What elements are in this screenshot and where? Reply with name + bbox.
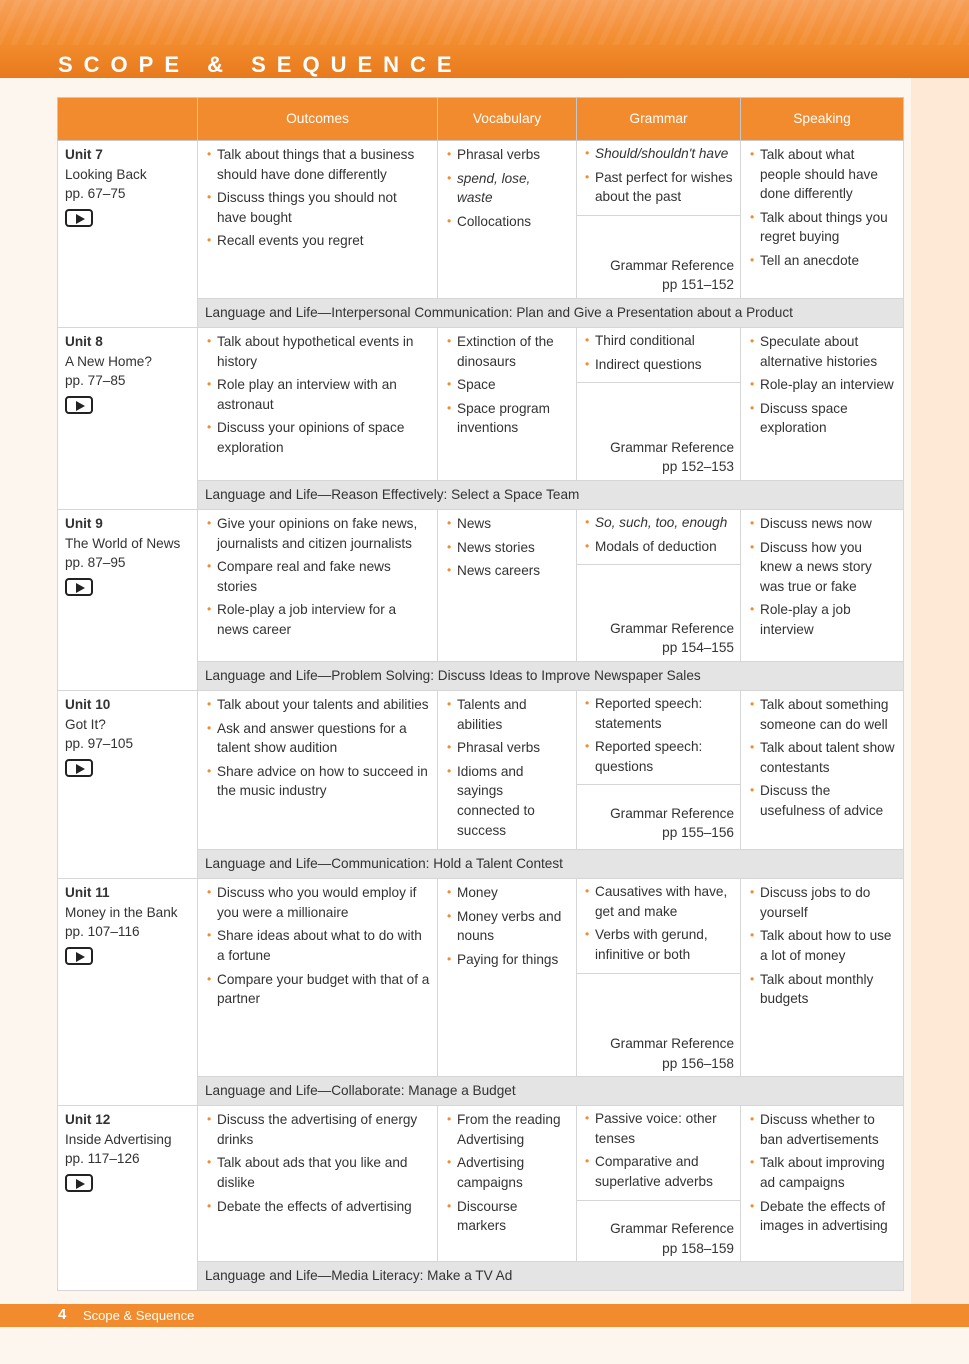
grammar-cell bbox=[577, 141, 741, 299]
unit-cell-spacer bbox=[58, 299, 198, 328]
speaking-item: • Speculate about alternative histories bbox=[750, 332, 896, 371]
outcome-item: • Discuss the advertising of energy drinks bbox=[207, 1110, 430, 1149]
grammar-points bbox=[577, 1106, 740, 1200]
vocabulary-cell bbox=[438, 691, 577, 850]
unit-row bbox=[58, 879, 904, 1077]
unit-cell bbox=[58, 328, 198, 481]
speaking-item: • Talk about improving ad campaigns bbox=[750, 1153, 896, 1192]
unit-number: Unit 8 bbox=[65, 334, 103, 349]
grammar-reference bbox=[577, 1201, 740, 1262]
unit-pages: pp. 87–95 bbox=[65, 555, 126, 571]
speaking-list bbox=[742, 880, 902, 1017]
speaking-item: • Role-play a job interview bbox=[750, 600, 896, 639]
header-banner bbox=[0, 0, 969, 78]
grammar-reference bbox=[577, 785, 740, 846]
play-video-icon[interactable] bbox=[65, 1174, 93, 1192]
language-and-life-row bbox=[58, 1262, 904, 1291]
grammar-list bbox=[577, 691, 740, 784]
vocabulary-item: • Paying for things bbox=[447, 950, 569, 970]
speaking-item: • Role-play an interview bbox=[750, 375, 896, 395]
unit-title: Money in the Bank bbox=[65, 904, 178, 920]
scope-body bbox=[58, 141, 904, 1291]
unit-title: Got It? bbox=[65, 716, 106, 732]
unit-cell bbox=[58, 1106, 198, 1262]
outcome-item: • Ask and answer questions for a talent show audition bbox=[207, 719, 430, 758]
vocabulary-item: • Discourse markers bbox=[447, 1197, 569, 1236]
grammar-points bbox=[577, 141, 740, 216]
unit-cell bbox=[58, 879, 198, 1077]
vocabulary-item: • News careers bbox=[447, 561, 569, 581]
banner-texture bbox=[0, 0, 969, 45]
outcomes-cell bbox=[198, 510, 438, 662]
speaking-item: • Debate the effects of images in advertising bbox=[750, 1197, 896, 1236]
vocabulary-item: • spend, lose, waste bbox=[447, 169, 569, 208]
grammar-reference-pages: pp 155–156 bbox=[662, 825, 734, 841]
outcome-list bbox=[199, 142, 436, 259]
grammar-cell bbox=[577, 510, 741, 662]
unit-pages: pp. 77–85 bbox=[65, 373, 126, 389]
vocabulary-list bbox=[439, 1107, 575, 1244]
unit-row bbox=[58, 510, 904, 662]
play-video-icon[interactable] bbox=[65, 759, 93, 777]
play-video-icon[interactable] bbox=[65, 947, 93, 965]
unit-column-header bbox=[58, 98, 198, 141]
speaking-item: • Talk about talent show contestants bbox=[750, 738, 896, 777]
grammar-list bbox=[577, 1106, 740, 1199]
vocabulary-cell bbox=[438, 879, 577, 1077]
vocabulary-cell bbox=[438, 141, 577, 299]
footer bbox=[0, 1304, 969, 1327]
speaking-cell bbox=[741, 879, 904, 1077]
grammar-item: • Indirect questions bbox=[585, 355, 734, 375]
grammar-list bbox=[577, 141, 740, 215]
speaking-list bbox=[742, 329, 902, 446]
outcome-item: • Role play an interview with an astronaut bbox=[207, 375, 430, 414]
vocabulary-item: • Collocations bbox=[447, 212, 569, 232]
vocabulary-list bbox=[439, 329, 575, 446]
vocabulary-item: • Advertising campaigns bbox=[447, 1153, 569, 1192]
vocabulary-item: • Phrasal verbs bbox=[447, 738, 569, 758]
speaking-item: • Talk about how to use a lot of money bbox=[750, 926, 896, 965]
grammar-header: Grammar bbox=[577, 98, 741, 141]
unit-title: Looking Back bbox=[65, 166, 147, 182]
outcome-item: • Give your opinions on fake news, journalists and citizen journalists bbox=[207, 514, 430, 553]
grammar-item: • Should/shouldn't have bbox=[585, 144, 734, 164]
speaking-item: • Discuss news now bbox=[750, 514, 896, 534]
speaking-item: • Discuss whether to ban advertisements bbox=[750, 1110, 896, 1149]
grammar-item: • Verbs with gerund, infinitive or both bbox=[585, 925, 734, 964]
language-and-life: Language and Life—Interpersonal Communication: Plan and Give a Presentation about a Product bbox=[198, 299, 904, 328]
speaking-item: • Tell an anecdote bbox=[750, 251, 896, 271]
unit-row bbox=[58, 141, 904, 299]
grammar-cell bbox=[577, 879, 741, 1077]
outcome-item: • Compare your budget with that of a partner bbox=[207, 970, 430, 1009]
unit-number: Unit 10 bbox=[65, 697, 111, 712]
outcome-list bbox=[199, 329, 436, 466]
outcomes-cell bbox=[198, 1106, 438, 1262]
grammar-reference-pages: pp 156–158 bbox=[662, 1055, 734, 1071]
grammar-list bbox=[577, 510, 740, 564]
outcome-list bbox=[199, 880, 436, 1017]
vocabulary-item: • Phrasal verbs bbox=[447, 145, 569, 165]
vocabulary-header: Vocabulary bbox=[438, 98, 577, 141]
play-video-icon[interactable] bbox=[65, 578, 93, 596]
side-strip bbox=[911, 78, 969, 1304]
speaking-item: • Discuss jobs to do yourself bbox=[750, 883, 896, 922]
outcome-item: • Share ideas about what to do with a fortune bbox=[207, 926, 430, 965]
unit-pages: pp. 117–126 bbox=[65, 1151, 140, 1167]
speaking-cell bbox=[741, 141, 904, 299]
language-and-life-row bbox=[58, 481, 904, 510]
grammar-item: • Passive voice: other tenses bbox=[585, 1109, 734, 1148]
grammar-reference-label: Grammar Reference bbox=[610, 620, 734, 636]
language-and-life-row bbox=[58, 1077, 904, 1106]
speaking-cell bbox=[741, 691, 904, 850]
speaking-item: • Talk about monthly budgets bbox=[750, 970, 896, 1009]
grammar-item: • Third conditional bbox=[585, 331, 734, 351]
unit-number: Unit 9 bbox=[65, 516, 103, 531]
vocabulary-list bbox=[439, 692, 575, 848]
unit-cell bbox=[58, 141, 198, 299]
vocabulary-cell bbox=[438, 1106, 577, 1262]
unit-cell bbox=[58, 510, 198, 662]
unit-cell-spacer bbox=[58, 481, 198, 510]
grammar-list bbox=[577, 879, 740, 972]
grammar-item: • Modals of deduction bbox=[585, 537, 734, 557]
unit-cell-spacer bbox=[58, 1262, 198, 1291]
language-and-life-row bbox=[58, 662, 904, 691]
unit-title: Inside Advertising bbox=[65, 1131, 172, 1147]
unit-title: A New Home? bbox=[65, 353, 152, 369]
vocabulary-item: • Money bbox=[447, 883, 569, 903]
vocabulary-item: • Space bbox=[447, 375, 569, 395]
grammar-wrap bbox=[577, 328, 740, 480]
grammar-reference bbox=[577, 216, 740, 298]
play-video-icon[interactable] bbox=[65, 396, 93, 414]
outcome-item: • Role-play a job interview for a news career bbox=[207, 600, 430, 639]
unit-cell bbox=[58, 691, 198, 850]
grammar-wrap bbox=[577, 1106, 740, 1261]
grammar-item: • So, such, too, enough bbox=[585, 513, 734, 533]
grammar-points bbox=[577, 879, 740, 973]
unit-number: Unit 12 bbox=[65, 1112, 111, 1128]
language-and-life: Language and Life—Communication: Hold a Talent Contest bbox=[198, 850, 904, 879]
outcome-item: • Talk about your talents and abilities bbox=[207, 695, 430, 715]
unit-cell-spacer bbox=[58, 1077, 198, 1106]
grammar-cell bbox=[577, 1106, 741, 1262]
speaking-item: • Discuss how you knew a news story was true or fake bbox=[750, 538, 896, 597]
speaking-cell bbox=[741, 1106, 904, 1262]
vocabulary-item: • Money verbs and nouns bbox=[447, 907, 569, 946]
grammar-wrap bbox=[577, 879, 740, 1076]
outcome-item: • Talk about ads that you like and dislike bbox=[207, 1153, 430, 1192]
speaking-cell bbox=[741, 328, 904, 481]
unit-pages: pp. 67–75 bbox=[65, 186, 126, 202]
grammar-cell bbox=[577, 328, 741, 481]
speaking-header: Speaking bbox=[741, 98, 904, 141]
unit-row bbox=[58, 691, 904, 850]
vocabulary-item: • From the reading Advertising bbox=[447, 1110, 569, 1149]
vocabulary-cell bbox=[438, 510, 577, 662]
speaking-list bbox=[742, 142, 902, 279]
grammar-reference bbox=[577, 974, 740, 1077]
outcomes-header: Outcomes bbox=[198, 98, 438, 141]
grammar-reference-pages: pp 158–159 bbox=[662, 1240, 734, 1256]
outcomes-cell bbox=[198, 141, 438, 299]
speaking-item: • Talk about what people should have done differently bbox=[750, 145, 896, 204]
grammar-reference-label: Grammar Reference bbox=[610, 257, 734, 273]
grammar-reference-label: Grammar Reference bbox=[610, 1035, 734, 1051]
grammar-wrap bbox=[577, 691, 740, 846]
grammar-reference-label: Grammar Reference bbox=[610, 805, 734, 821]
page-number: 4 bbox=[58, 1306, 67, 1323]
outcome-list bbox=[199, 511, 436, 648]
unit-number: Unit 7 bbox=[65, 147, 103, 162]
speaking-item: • Talk about something someone can do well bbox=[750, 695, 896, 734]
outcome-list bbox=[199, 1107, 436, 1224]
vocabulary-item: • Extinction of the dinosaurs bbox=[447, 332, 569, 371]
outcome-list bbox=[199, 692, 436, 809]
outcome-item: • Share advice on how to succeed in the music industry bbox=[207, 762, 430, 801]
vocabulary-item: • Idioms and sayings connected to success bbox=[447, 762, 569, 840]
unit-cell-spacer bbox=[58, 850, 198, 879]
language-and-life: Language and Life—Reason Effectively: Select a Space Team bbox=[198, 481, 904, 510]
vocabulary-list bbox=[439, 511, 575, 589]
language-and-life: Language and Life—Collaborate: Manage a Budget bbox=[198, 1077, 904, 1106]
unit-number: Unit 11 bbox=[65, 885, 110, 901]
grammar-cell bbox=[577, 691, 741, 850]
unit-pages: pp. 97–105 bbox=[65, 736, 134, 752]
table-header-row bbox=[58, 98, 904, 141]
grammar-points bbox=[577, 328, 740, 383]
language-and-life: Language and Life—Problem Solving: Discuss Ideas to Improve Newspaper Sales bbox=[198, 662, 904, 691]
outcome-item: • Talk about hypothetical events in history bbox=[207, 332, 430, 371]
outcomes-cell bbox=[198, 328, 438, 481]
grammar-reference-label: Grammar Reference bbox=[610, 439, 734, 455]
grammar-item: • Reported speech: statements bbox=[585, 694, 734, 733]
grammar-reference-pages: pp 151–152 bbox=[662, 277, 734, 293]
grammar-list bbox=[577, 328, 740, 382]
outcome-item: • Discuss who you would employ if you were a millionaire bbox=[207, 883, 430, 922]
vocabulary-list bbox=[439, 142, 575, 239]
grammar-wrap bbox=[577, 510, 740, 661]
language-and-life-row bbox=[58, 850, 904, 879]
unit-cell-spacer bbox=[58, 662, 198, 691]
grammar-points bbox=[577, 510, 740, 565]
outcomes-cell bbox=[198, 879, 438, 1077]
speaking-item: • Discuss the usefulness of advice bbox=[750, 781, 896, 820]
speaking-list bbox=[742, 1107, 902, 1244]
outcomes-cell bbox=[198, 691, 438, 850]
grammar-reference-pages: pp 154–155 bbox=[662, 640, 734, 656]
outcome-item: • Discuss things you should not have bought bbox=[207, 188, 430, 227]
grammar-item: • Comparative and superlative adverbs bbox=[585, 1152, 734, 1191]
speaking-list bbox=[742, 692, 902, 829]
vocabulary-item: • News stories bbox=[447, 538, 569, 558]
unit-row bbox=[58, 1106, 904, 1262]
grammar-points bbox=[577, 691, 740, 785]
speaking-cell bbox=[741, 510, 904, 662]
grammar-reference-pages: pp 152–153 bbox=[662, 459, 734, 475]
vocabulary-item: • Talents and abilities bbox=[447, 695, 569, 734]
grammar-item: • Reported speech: questions bbox=[585, 737, 734, 776]
vocabulary-item: • News bbox=[447, 514, 569, 534]
grammar-item: • Causatives with have, get and make bbox=[585, 882, 734, 921]
unit-title: The World of News bbox=[65, 535, 181, 551]
vocabulary-cell bbox=[438, 328, 577, 481]
grammar-reference bbox=[577, 383, 740, 480]
page-title: SCOPE & SEQUENCE bbox=[58, 52, 463, 77]
speaking-item: • Discuss space exploration bbox=[750, 399, 896, 438]
outcome-item: • Compare real and fake news stories bbox=[207, 557, 430, 596]
vocabulary-list bbox=[439, 880, 575, 977]
unit-pages: pp. 107–116 bbox=[65, 924, 140, 940]
footer-label: Scope & Sequence bbox=[83, 1308, 195, 1323]
outcome-item: • Talk about things that a business should have done differently bbox=[207, 145, 430, 184]
vocabulary-item: • Space program inventions bbox=[447, 399, 569, 438]
language-and-life-row bbox=[58, 299, 904, 328]
grammar-reference-label: Grammar Reference bbox=[610, 1220, 734, 1236]
outcome-item: • Debate the effects of advertising bbox=[207, 1197, 430, 1217]
outcome-item: • Recall events you regret bbox=[207, 231, 430, 251]
grammar-wrap bbox=[577, 141, 740, 298]
speaking-item: • Talk about things you regret buying bbox=[750, 208, 896, 247]
play-video-icon[interactable] bbox=[65, 209, 93, 227]
grammar-reference bbox=[577, 565, 740, 661]
outcome-item: • Discuss your opinions of space exploration bbox=[207, 418, 430, 457]
language-and-life: Language and Life—Media Literacy: Make a TV Ad bbox=[198, 1262, 904, 1291]
scope-table bbox=[57, 97, 904, 1291]
grammar-item: • Past perfect for wishes about the past bbox=[585, 168, 734, 207]
speaking-list bbox=[742, 511, 902, 648]
unit-row bbox=[58, 328, 904, 481]
